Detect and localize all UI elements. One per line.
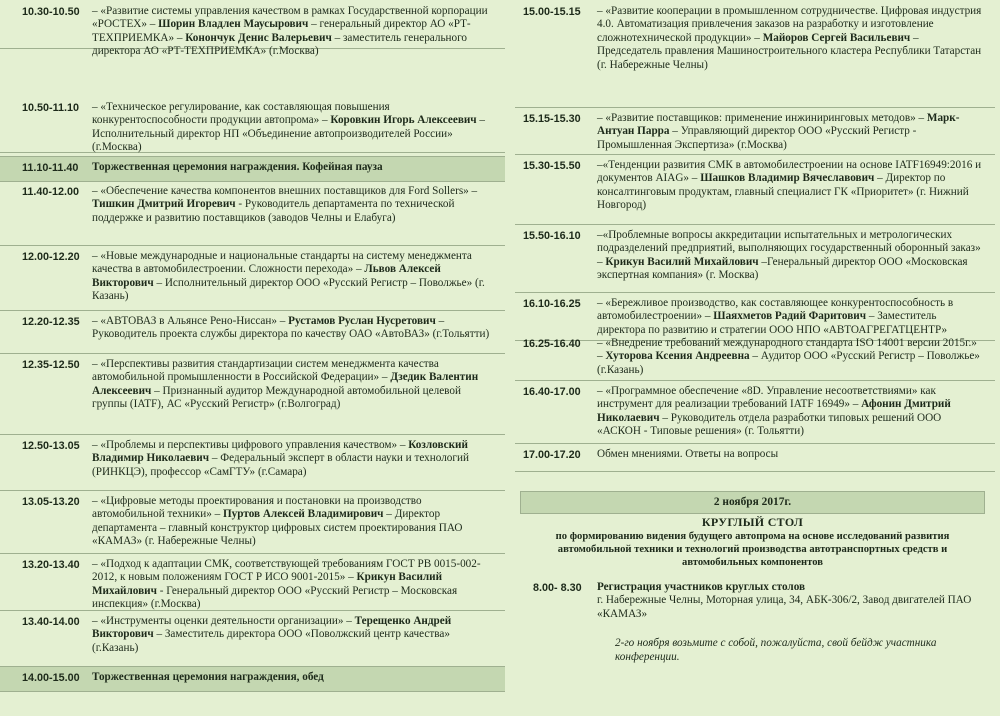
session-text: – «Новые международные и национальные стандарты на систему менеджмента качества в автомобилестроении. Сложности перехода» – [92,250,472,276]
session-text: – Председатель правления Машиностроительного кластера Республики Татарстан (г. Набережные Челны) [597,31,982,71]
session-description [597,112,985,152]
session-time: 15.30-15.50 [523,160,581,172]
session-text: – заместитель генерального директора АО «РТ-ТЕХПРИЕМКА» (г.Москва) [92,31,468,58]
speaker-name: Марк-Антуан Парра [597,112,960,138]
round-table-title: КРУГЛЫЙ СТОЛ [701,515,804,529]
session-text: – «Развитие поставщиков: применение инжиниринговых методов» – [597,112,927,124]
session-description [92,185,493,225]
speaker-name: Крикун Василий Михайлович [92,571,443,597]
schedule-row [515,0,995,108]
session-text: – Федеральный эксперт в области науки и технологий (РИНКЦЭ), профессор «СамГТУ» (г.Самара) [92,452,469,478]
day2-date-band [520,491,985,514]
speaker-name: Коровкин Игорь Алексеевич [330,114,477,127]
session-description [597,337,985,377]
schedule-row [0,610,505,667]
session-text: – Директор по консалтинговым продуктам, главный специалист ГК «Приоритет» (г. Нижний Новгород) [597,172,969,212]
session-text: – генеральный директор АО «РТ-ТЕХПРИЕМКА» – [92,18,471,44]
session-text: –Генеральный директор ООО «Московская экспертная компания» (г. Москва) [597,255,968,282]
session-time: 12.35-12.50 [22,359,80,371]
speaker-name: Дзедик Валентин Алексеевич [92,371,479,397]
session-time: 13.20-13.40 [22,559,80,571]
schedule-row [0,490,505,554]
schedule-row [0,0,505,58]
session-text: Торжественная церемония награждения. Кофейная пауза [92,161,383,173]
session-description [92,315,493,342]
session-time: 10.50-11.10 [22,102,80,114]
session-text: – «Бережливое производство, как составляющее конкурентоспособность в автомобилестроении» – [597,297,954,323]
session-time: 14.00-15.00 [22,672,80,684]
session-time: 16.25-16.40 [523,338,581,350]
session-text: – Руководитель проекта службы директора по качеству ОАО «АвтоВАЗ» (г.Тольятти) [92,315,490,341]
speaker-name: Хуторова Ксения Андреевна [605,350,750,363]
session-time: 16.10-16.25 [523,298,581,310]
session-text: – «Развитие системы управления качеством в рамках Государственной корпорации «РОСТЕХ» – [92,5,488,31]
session-text: – «Внедрение требований международного стандарта ISO 14001 версии 2015г.» – [597,337,977,363]
round-table-heading [520,515,985,569]
schedule-row [0,553,505,611]
session-text: – Директор департамента – главный конструктор цифровых систем проектирования ПАО «КАМАЗ» (г. Набережные Челны) [92,508,463,548]
session-time: 11.40-12.00 [22,186,80,198]
schedule-row [0,96,505,153]
schedule-row [515,443,995,472]
schedule-row [515,380,995,444]
session-text: – Признанный аудитор Международной автомобильной целевой группы (IATF), АС «Русский Регистр» (г.Волгоград) [92,384,461,411]
schedule-row [0,310,505,354]
session-text: – Аудитор ООО «Русский Регистр – Поволжье» (г.Казань) [597,350,980,376]
speaker-name: Терещенко Андрей Викторович [92,615,452,641]
session-time: 17.00-17.20 [523,449,581,461]
schedule-row [0,245,505,311]
session-text: – «Цифровые методы проектирования и постановки на производство автомобильной техники» – [92,495,422,521]
schedule-row [515,332,995,381]
session-description [597,5,985,72]
speaker-name: Рустамов Руслан Нусретович [288,315,436,327]
session-description [597,385,985,439]
schedule-row [515,107,995,155]
session-text: Обмен мнениями. Ответы на вопросы [597,448,779,460]
session-time: 16.40-17.00 [523,386,581,398]
session-text: – Исполнительный директор НП «Объединение автопроизводителей России» (г.Москва) [92,114,486,154]
session-description [92,671,493,684]
session-time: 12.50-13.05 [22,440,80,452]
speaker-name: Крикун Василий Михайлович [605,255,759,268]
session-text: Торжественная церемония награждения, обед [92,671,324,683]
session-text: - Руководитель департамента по технической поддержке и развитию поставщиков (заводов Челны и Елабуга) [92,198,455,224]
session-description [92,439,493,479]
schedule-row [0,180,505,246]
session-text: – «Подход к адаптации СМК, соответствующей требованиям ГОСТ РВ 0015-002-2012, к новым положениям ГОСТ Р ИСО 9001-2015» – [92,558,481,584]
registration-place: г. Набережные Челны, Моторная улица, 34, АБК-306/2, Завод двигателей ПАО «КАМАЗ» [597,594,972,620]
speaker-name: Афонин Дмитрий Николаевич [597,398,951,424]
session-description [92,101,493,155]
session-time: 13.05-13.20 [22,496,80,508]
session-text: - Генеральный директор ООО «Русский Регистр – Московская инспекция» (г.Москва) [92,584,458,611]
session-text: – «Обеспечение качества компонентов внешних поставщиков для Ford Sollers» – [92,185,478,197]
session-text: – Управляющий директор ООО «Русский Регистр - Промышленная Экспертиза» (г.Москва) [597,125,917,151]
schedule-row [515,154,995,225]
session-text: – «Инструменты оценки деятельности организации» – [92,615,355,627]
session-description [92,558,493,612]
registration-time: 8.00- 8.30 [533,582,582,594]
schedule-break-row [0,666,505,692]
speaker-name: Майоров Сергей Васильевич [762,31,911,44]
session-text: – Заместитель директора ООО «Поволжский центр качества» (г.Казань) [92,628,450,654]
schedule-row [0,353,505,435]
session-time: 15.50-16.10 [523,230,581,242]
schedule-row [0,434,505,491]
session-description [92,495,493,549]
session-description [597,229,985,283]
session-time: 15.15-15.30 [523,113,581,125]
session-text: – «Перспективы развития стандартизации систем менеджмента качества автомобильной промышленности в Российской Федерации» – [92,358,439,384]
speaker-name: Конончук Денис Валерьевич [185,31,332,44]
session-description [92,161,493,174]
session-description [92,615,493,655]
session-text: – Заместитель директора по развитию и стратегии ООО НПО «АВТОАГРЕГАТЦЕНТР» [597,310,948,336]
speaker-name: Козловский Владимир Николаевич [92,439,468,465]
session-time: 10.30-10.50 [22,6,80,18]
session-description [597,448,985,461]
session-text: – Исполнительный директор ООО «Русский Регистр – Поволжье» (г. Казань) [92,276,485,303]
session-text: – Руководитель отдела разработки типовых решений ООО «АСКОН - Типовые решения» (г. Тольятти) [597,411,942,438]
session-text: –«Тенденции развития СМК в автомобилестроении на основе IATF16949:2016 и документов AIAG» – [597,159,982,185]
session-description [597,159,985,213]
session-text: –«Проблемные вопросы аккредитации испытательных и метрологических подразделений предприятий, выполняющих государственный оборонный заказ» – [597,229,981,268]
session-time: 11.10-11.40 [22,162,79,174]
speaker-name: Львов Алексей Викторович [92,263,441,289]
session-description [92,5,493,59]
session-description [92,358,493,412]
speaker-name: Тишкин Дмитрий Игоревич [92,198,236,211]
schedule-break-row [0,156,505,182]
session-time: 15.00-15.15 [523,6,581,18]
session-text: – «Программное обеспечение «8D. Управление несоответствиями» как инструмент для реализации требований IATF 16949» – [597,385,936,411]
session-time: 12.00-12.20 [22,251,80,263]
speaker-name: Шашков Владимир Вячеславович [700,172,875,185]
session-text: – «Проблемы и перспективы цифрового управления качеством» – [92,439,409,451]
day2-date: 2 ноября 2017г. [713,496,792,508]
session-text: – «Техническое регулирование, как составляющая повышения конкурентоспособности продукции автопрома» – [92,101,390,127]
speaker-name: Шаяхметов Радий Фаритович [713,310,867,323]
registration-desc [597,581,985,621]
session-text: – «Развитие кооперации в промышленном сотрудничестве. Цифровая индустрия 4.0. Автоматизация привлечения заказов на разработку и изготовление сложнотехнической продукции» – [597,5,982,44]
registration-title: Регистрация участников круглых столов [597,581,806,593]
session-text: – «АВТОВАЗ в Альянсе Рено-Ниссан» – [92,315,289,327]
badge-note: 2-го ноября возьмите с собой, пожалуйста, свой бейдж участника конференции. [615,637,937,663]
round-table-subtitle: по формированию видения будущего автопрома на основе исследований развития автомобильной техники и технологий производства автотранспортных средств и автомобильных компонентов [555,531,950,568]
speaker-name: Шорин Владлен Маусырович [158,18,309,31]
schedule-row [515,224,995,293]
session-time: 13.40-14.00 [22,616,80,628]
session-time: 12.20-12.35 [22,316,80,328]
session-description [92,250,493,304]
speaker-name: Пуртов Алексей Владимирович [222,508,384,521]
